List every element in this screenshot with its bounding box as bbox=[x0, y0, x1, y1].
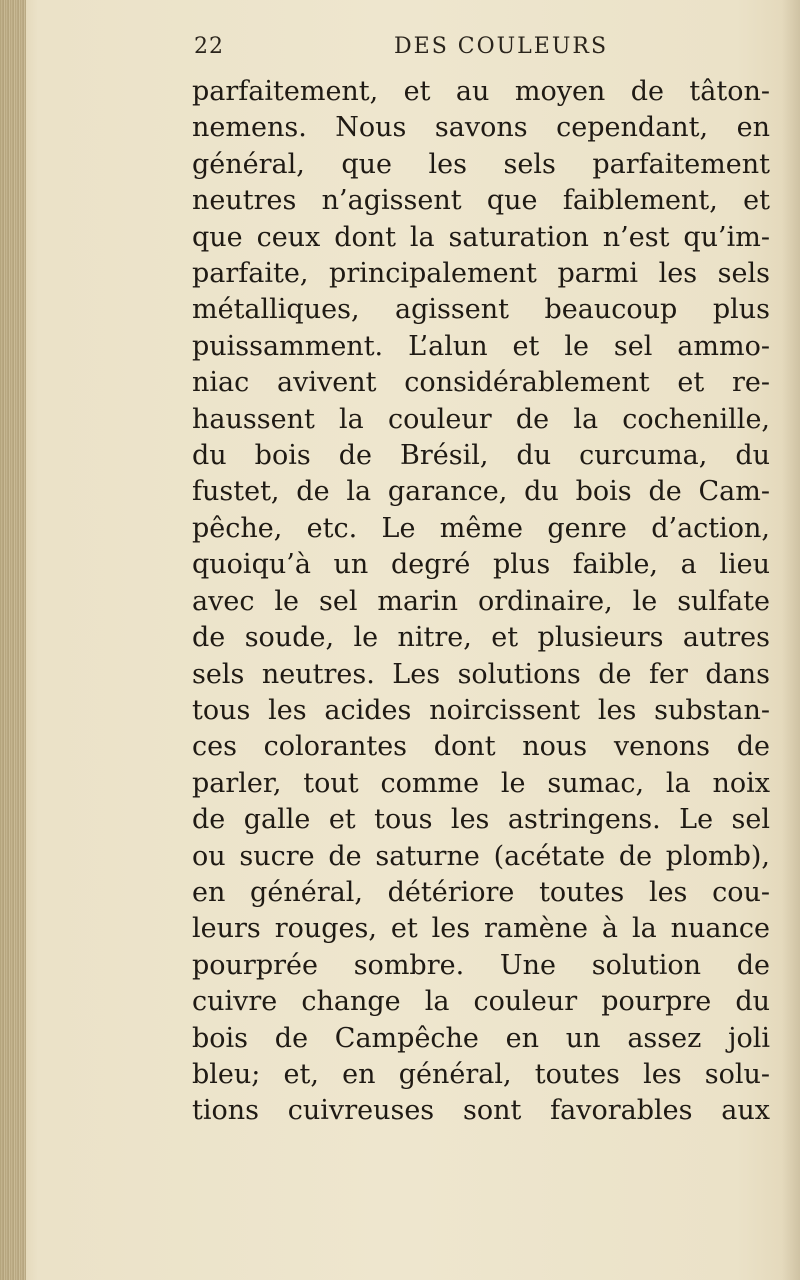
binding-gutter bbox=[0, 0, 26, 1280]
text-line: en général, détériore toutes les cou- bbox=[192, 876, 770, 908]
text-line: puissamment. L’alun et le sel ammo- bbox=[192, 330, 770, 362]
page-number: 22 bbox=[194, 34, 224, 59]
text-line: tous les acides noircissent les substan- bbox=[192, 694, 770, 726]
text-line: ces colorantes dont nous venons de bbox=[192, 731, 770, 763]
text-line: cuivre change la couleur pourpre du bbox=[192, 986, 770, 1018]
body-text bbox=[192, 74, 770, 1130]
text-line: parfaitement, et au moyen de tâton- bbox=[192, 76, 770, 107]
text-line: pourprée sombre. Une solution de bbox=[192, 949, 770, 981]
running-title: DES COULEURS bbox=[394, 34, 609, 59]
text-line: leurs rouges, et les ramène à la nuance bbox=[192, 913, 770, 945]
text-line: quoiqu’à un degré plus faible, a lieu bbox=[192, 549, 770, 581]
text-line: tions cuivreuses sont favorables aux bbox=[192, 1095, 770, 1127]
text-line: que ceux dont la saturation n’est qu’im- bbox=[192, 221, 770, 253]
page-edge-shadow bbox=[782, 0, 800, 1280]
text-line: général, que les sels parfaitement bbox=[192, 148, 770, 180]
text-line: sels neutres. Les solutions de fer dans bbox=[192, 658, 770, 690]
text-line: fustet, de la garance, du bois de Cam- bbox=[192, 476, 770, 508]
text-line: nemens. Nous savons cependant, en bbox=[192, 112, 770, 144]
text-line: de soude, le nitre, et plusieurs autres bbox=[192, 622, 770, 654]
text-line: neutres n’agissent que faiblement, et bbox=[192, 185, 770, 217]
text-line: de galle et tous les astringens. Le sel bbox=[192, 804, 770, 836]
text-line: niac avivent considérablement et re- bbox=[192, 367, 770, 399]
page-header bbox=[194, 34, 754, 74]
text-line: parfaite, principalement parmi les sels bbox=[192, 258, 770, 290]
text-line: métalliques, agissent beaucoup plus bbox=[192, 294, 770, 326]
text-line: pêche, etc. Le même genre d’action, bbox=[192, 512, 770, 544]
text-line: avec le sel marin ordinaire, le sulfate bbox=[192, 585, 770, 617]
text-line: bleu; et, en général, toutes les solu- bbox=[192, 1058, 770, 1090]
text-line: ou sucre de saturne (acétate de plomb), bbox=[192, 840, 770, 872]
text-line: parler, tout comme le sumac, la noix bbox=[192, 767, 770, 799]
text-line: du bois de Brésil, du curcuma, du bbox=[192, 440, 770, 472]
text-line: bois de Campêche en un assez joli bbox=[192, 1022, 770, 1054]
text-line: haussent la couleur de la cochenille, bbox=[192, 403, 770, 435]
